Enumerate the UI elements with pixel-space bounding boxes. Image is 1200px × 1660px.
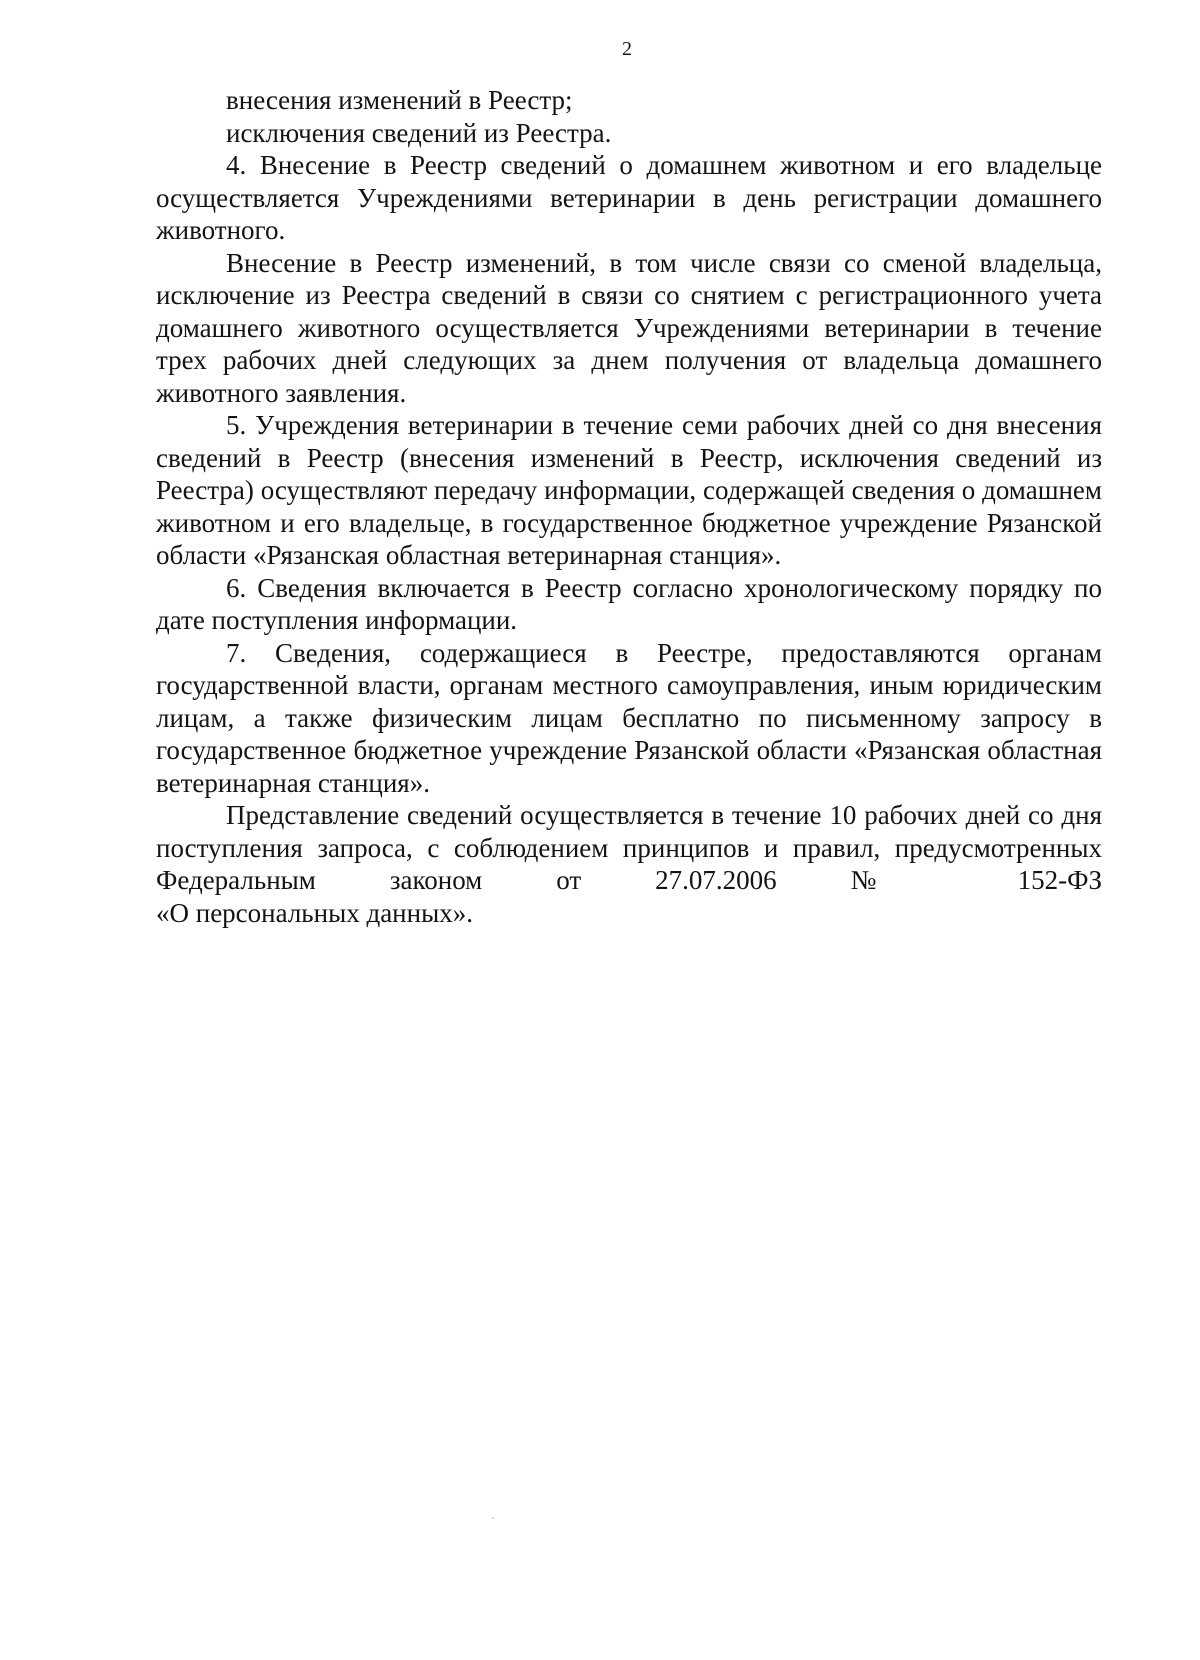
scan-speck — [492, 1517, 494, 1519]
paragraph-clause-7-provision: Представление сведений осуществляется в течение 10 рабочих дней со дня поступления запроса, с соблюдением принципов и правил, предусмотренных Федеральным законом от 27.07.2006 № 152-ФЗ — [156, 800, 1102, 895]
paragraph-clause-4: 4. Внесение в Реестр сведений о домашнем животном и его владельце осуществляется Учреждениями ветеринарии в день регистрации домашнего животного. — [156, 150, 1102, 245]
paragraph-clause-5: 5. Учреждения ветеринарии в течение семи рабочих дней со дня внесения сведений в Реестр (внесения изменений в Реестр, исключения сведений из Реестра) осуществляют передачу информации, содержащей сведения о домашнем животном и его владельце, в государственное бюджетное учреждение Рязанской области «Рязанская областная ветеринарная станция». — [156, 410, 1102, 570]
paragraph-clause-6: 6. Сведения включается в Реестр согласно хронологическому порядку по дате поступления информации. — [156, 572, 1102, 635]
paragraph-amendments-item: внесения изменений в Реестр; — [226, 85, 573, 115]
document-body — [156, 84, 1102, 929]
paragraph-clause-4-changes: Внесение в Реестр изменений, в том числе связи со сменой владельца, исключение из Реестра сведений в связи со снятием с регистрационного учета домашнего животного осуществляется Учреждениями ветеринарии в течение трех рабочих дней следующих за днем получения от владельца домашнего животного заявления. — [156, 247, 1102, 408]
paragraph-exclusion-item: исключения сведений из Реестра. — [226, 117, 612, 148]
paragraph-clause-7: 7. Сведения, содержащиеся в Реестре, предоставляются органам государственной власти, органам местного самоуправления, иным юридическим лицам, а также физическим лицам бесплатно по письменному запросу в государственное бюджетное учреждение Рязанской области «Рязанская областная ветеринарная станция». — [156, 637, 1102, 798]
paragraph-clause-7-law-title: «О персональных данных». — [156, 897, 473, 928]
page-number: 2 — [622, 38, 632, 60]
